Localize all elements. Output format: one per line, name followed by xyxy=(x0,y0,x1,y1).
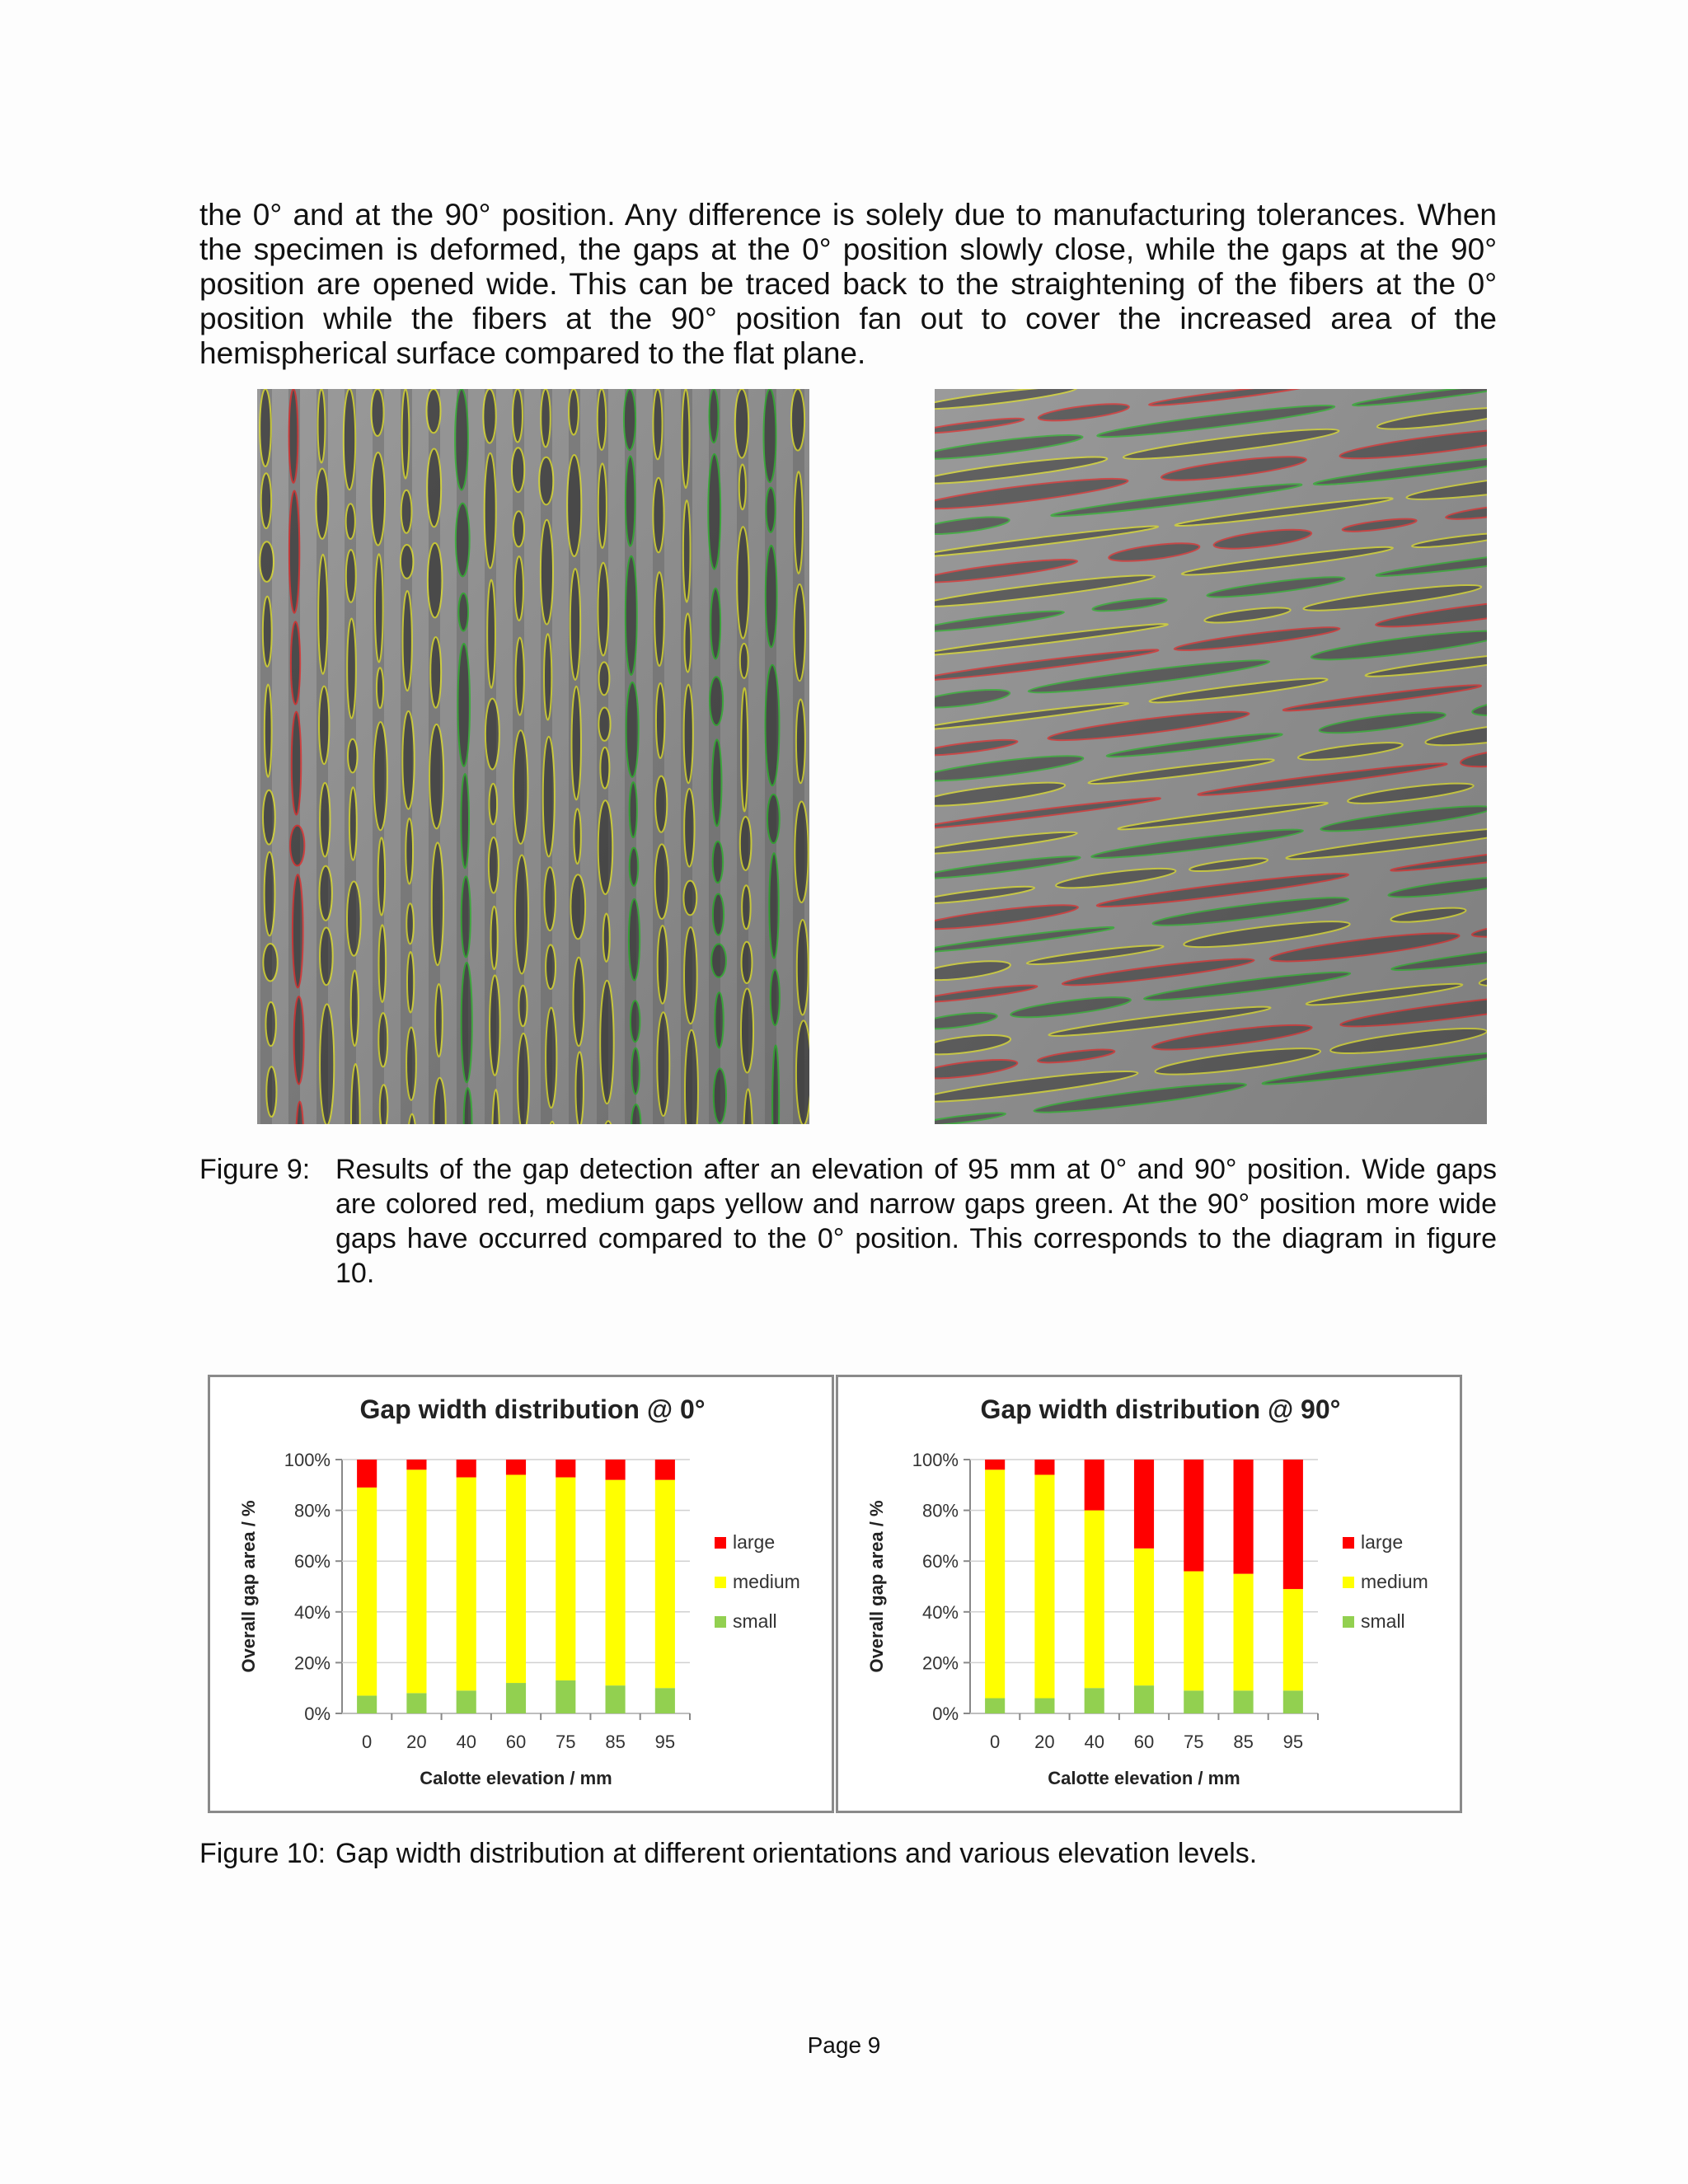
bar-small-85 xyxy=(1234,1690,1254,1713)
bar-small-20 xyxy=(1034,1699,1054,1713)
figure-10-label: Figure 10: xyxy=(199,1838,326,1869)
x-tick-label: 95 xyxy=(1282,1732,1304,1752)
y-axis-label: Overall gap area / % xyxy=(238,1500,259,1673)
bar-medium-60 xyxy=(1134,1549,1154,1685)
bar-small-75 xyxy=(556,1680,575,1713)
y-tick-label: 20% xyxy=(921,1652,959,1674)
bar-large-0 xyxy=(985,1460,1005,1469)
y-tick-label: 40% xyxy=(921,1601,959,1623)
legend-label-large: large xyxy=(733,1531,776,1553)
bar-large-85 xyxy=(606,1460,626,1480)
bar-large-95 xyxy=(655,1460,675,1480)
x-tick-label: 60 xyxy=(1133,1732,1155,1752)
bar-large-40 xyxy=(1085,1460,1104,1511)
bar-large-60 xyxy=(506,1460,526,1474)
bar-medium-60 xyxy=(506,1474,526,1683)
figure-10-caption xyxy=(199,1836,1497,1872)
x-tick-label: 85 xyxy=(605,1732,626,1752)
bar-medium-75 xyxy=(1184,1572,1203,1691)
bar-large-75 xyxy=(556,1460,575,1478)
bar-small-20 xyxy=(406,1693,426,1713)
gap-detection-image-0deg xyxy=(257,389,809,1124)
chart-gap-width-90deg xyxy=(836,1375,1462,1813)
chart-1-svg xyxy=(838,1377,1460,1811)
bar-large-20 xyxy=(1034,1460,1054,1474)
legend-swatch-large xyxy=(715,1537,726,1549)
photo-90deg-svg xyxy=(935,389,1487,1124)
y-tick-label: 100% xyxy=(284,1450,331,1470)
bar-large-95 xyxy=(1283,1460,1303,1589)
chart-title: Gap width distribution @ 90° xyxy=(980,1394,1341,1424)
y-tick-label: 60% xyxy=(293,1551,331,1572)
x-tick-label: 75 xyxy=(1184,1732,1204,1752)
legend-label-large: large xyxy=(1361,1531,1404,1553)
bar-medium-20 xyxy=(1034,1474,1054,1698)
y-tick-label: 0% xyxy=(932,1704,959,1724)
bar-small-85 xyxy=(606,1685,626,1713)
legend-label-medium: medium xyxy=(1361,1571,1428,1592)
bar-small-60 xyxy=(506,1683,526,1713)
bar-large-0 xyxy=(357,1460,377,1488)
chart-0-svg xyxy=(210,1377,832,1811)
bar-small-0 xyxy=(985,1699,1005,1713)
bar-large-20 xyxy=(406,1460,426,1469)
x-tick-label: 85 xyxy=(1233,1732,1254,1752)
bar-small-40 xyxy=(1085,1688,1104,1713)
x-tick-label: 20 xyxy=(406,1732,427,1752)
x-tick-label: 20 xyxy=(1034,1732,1055,1752)
legend-label-small: small xyxy=(1361,1610,1405,1632)
y-tick-label: 40% xyxy=(293,1601,331,1623)
gap-detection-image-90deg xyxy=(935,389,1487,1124)
body-paragraph: the 0° and at the 90° position. Any difference is solely due to manufacturing tolerances. When the specimen is deformed, the gaps at the 0° position slowly close, while the gaps at the 90° position are opened wide. This can be traced back to the straightening of the fibers at the 0° position while the fibers at the 90° position fan out to cover the increased area of the hemispherical surface compared to the flat plane. xyxy=(199,198,1497,370)
figure-9-caption xyxy=(199,1152,1497,1289)
y-tick-label: 0% xyxy=(304,1704,331,1724)
bar-large-60 xyxy=(1134,1460,1154,1549)
x-axis-label: Calotte elevation / mm xyxy=(1048,1768,1240,1788)
bar-medium-95 xyxy=(655,1480,675,1689)
bar-small-40 xyxy=(457,1690,476,1713)
bar-medium-0 xyxy=(985,1469,1005,1698)
bar-medium-75 xyxy=(556,1478,575,1680)
x-tick-label: 95 xyxy=(654,1732,676,1752)
chart-gap-width-0deg xyxy=(208,1375,834,1813)
bar-small-75 xyxy=(1184,1690,1203,1713)
figure-10-caption-text: Gap width distribution at different orientations and various elevation levels. xyxy=(335,1838,1258,1869)
legend-label-small: small xyxy=(733,1610,777,1632)
bar-medium-20 xyxy=(406,1469,426,1693)
x-tick-label: 40 xyxy=(1084,1732,1104,1752)
bar-medium-85 xyxy=(606,1480,626,1685)
bar-medium-0 xyxy=(357,1488,377,1696)
photo-0deg-svg xyxy=(257,389,809,1124)
page-number: Page 9 xyxy=(807,2032,881,2058)
bar-large-40 xyxy=(457,1460,476,1478)
chart-title: Gap width distribution @ 0° xyxy=(359,1394,706,1424)
legend-label-medium: medium xyxy=(733,1571,800,1592)
legend-swatch-large xyxy=(1343,1537,1354,1549)
bar-small-95 xyxy=(655,1688,675,1713)
y-tick-label: 20% xyxy=(293,1652,331,1674)
bar-medium-40 xyxy=(1085,1511,1104,1689)
bar-small-60 xyxy=(1134,1685,1154,1713)
x-tick-label: 0 xyxy=(362,1732,373,1752)
y-axis-label: Overall gap area / % xyxy=(866,1500,887,1673)
bar-small-0 xyxy=(357,1695,377,1713)
legend-swatch-small xyxy=(1343,1616,1354,1628)
x-tick-label: 75 xyxy=(556,1732,576,1752)
bar-medium-40 xyxy=(457,1478,476,1691)
bar-medium-95 xyxy=(1283,1589,1303,1690)
y-tick-label: 80% xyxy=(921,1500,959,1521)
bar-small-95 xyxy=(1283,1690,1303,1713)
bar-large-75 xyxy=(1184,1460,1203,1572)
x-tick-label: 60 xyxy=(505,1732,527,1752)
legend-swatch-medium xyxy=(1343,1577,1354,1588)
x-tick-label: 40 xyxy=(456,1732,476,1752)
figure-9-caption-text: Results of the gap detection after an elevation of 95 mm at 0° and 90° position. Wide gaps are colored red, medium gaps yellow and narrow gaps green. At the 90° position more wide gaps have occurred compared to the 0° position. This corresponds to the diagram in figure 10. xyxy=(335,1154,1497,1289)
figure-9-label: Figure 9: xyxy=(199,1154,311,1185)
y-tick-label: 100% xyxy=(912,1450,959,1470)
x-tick-label: 0 xyxy=(990,1732,1001,1752)
x-axis-label: Calotte elevation / mm xyxy=(420,1768,612,1788)
y-tick-label: 80% xyxy=(293,1500,331,1521)
y-tick-label: 60% xyxy=(921,1551,959,1572)
bar-large-85 xyxy=(1234,1460,1254,1574)
legend-swatch-small xyxy=(715,1616,726,1628)
legend-swatch-medium xyxy=(715,1577,726,1588)
bar-medium-85 xyxy=(1234,1574,1254,1691)
